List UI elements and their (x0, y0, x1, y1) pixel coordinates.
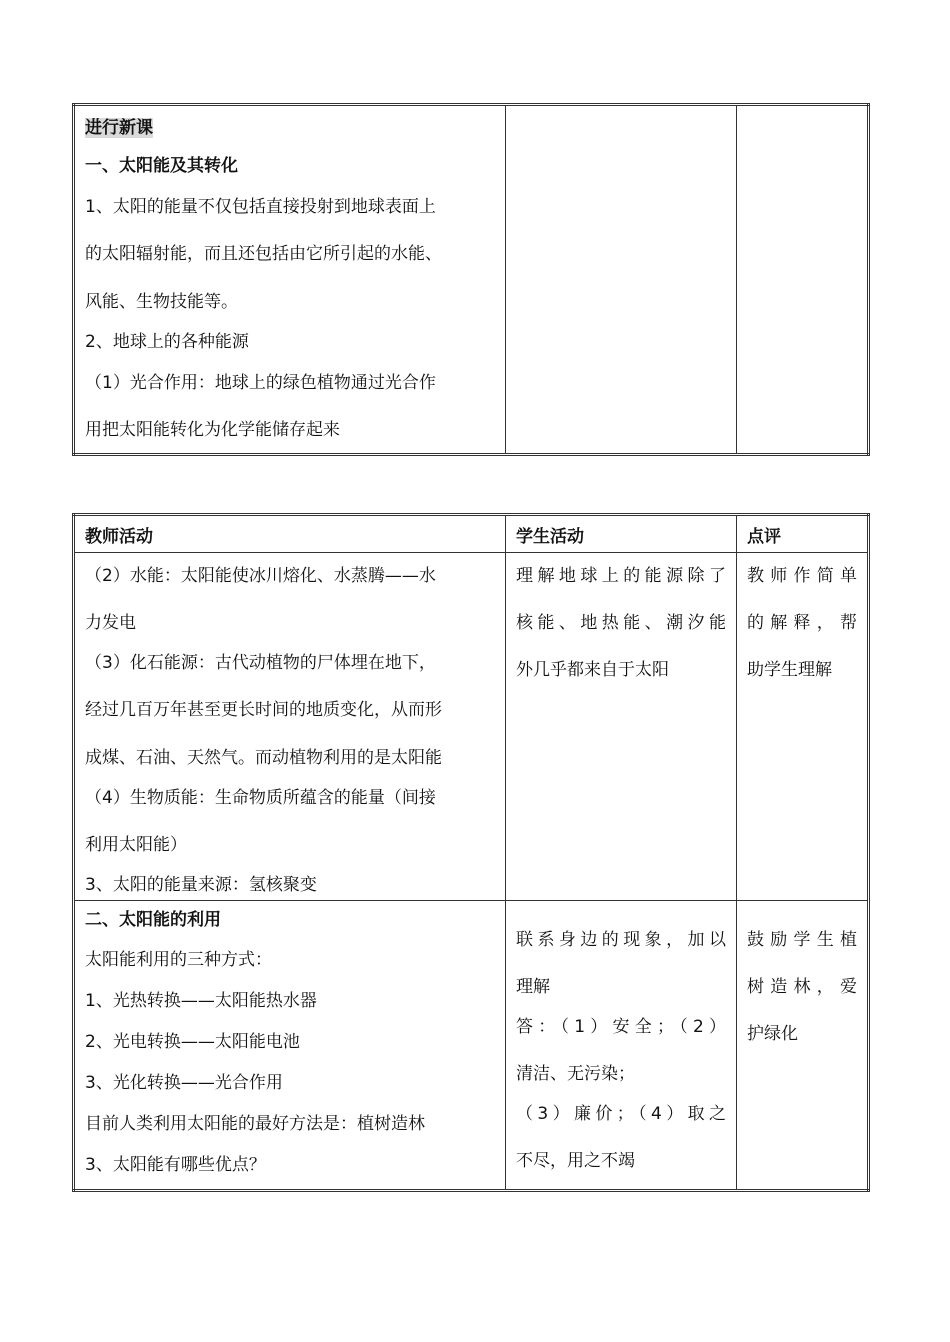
paragraph-line: 1、太阳的能量不仅包括直接投射到地球表面上 (85, 197, 436, 217)
section-heading: 进行新课 (85, 118, 153, 138)
lesson-table-2 (72, 513, 870, 1192)
paragraph-line: （3）廉价；（4）取之 (516, 1104, 726, 1124)
paragraph-line: 树造林，爱 (747, 977, 857, 997)
table-row (74, 901, 869, 1191)
teacher-activity-cell (74, 105, 506, 455)
paragraph-line: 目前人类利用太阳能的最好方法是：植树造林 (85, 1114, 425, 1134)
paragraph-line: 3、太阳的能量来源：氢核聚变 (85, 875, 317, 895)
paragraph-line: 的太阳辐射能，而且还包括由它所引起的水能、 (85, 244, 442, 264)
paragraph-line: 鼓励学生植 (747, 930, 857, 950)
paragraph-line: 外几乎都来自于太阳 (516, 660, 669, 680)
paragraph-line: 联系身边的现象，加以 (516, 930, 726, 950)
paragraph-line: 2、地球上的各种能源 (85, 332, 249, 352)
paragraph-line: 理解 (516, 977, 550, 997)
table-row (74, 105, 869, 455)
comment-cell (737, 105, 869, 455)
paragraph-line: 核能、地热能、潮汐能 (516, 613, 726, 633)
paragraph-line: 护绿化 (747, 1024, 798, 1044)
teacher-activity-cell (74, 901, 506, 1191)
section-heading: 二、太阳能的利用 (85, 910, 221, 930)
paragraph-line: 清洁、无污染； (516, 1064, 635, 1084)
student-activity-cell (506, 901, 737, 1191)
paragraph-line: 太阳能利用的三种方式： (85, 950, 272, 970)
comment-cell (737, 553, 869, 901)
paragraph-line: （2）水能：太阳能使冰川熔化、水蒸腾——水 (85, 566, 436, 586)
paragraph-line: 3、太阳能有哪些优点？ (85, 1155, 266, 1175)
paragraph-line: （4）生物质能：生命物质所蕴含的能量（间接 (85, 788, 436, 808)
paragraph-line: 教师作简单 (747, 566, 857, 586)
comment-cell (737, 901, 869, 1191)
paragraph-line: 2、光电转换——太阳能电池 (85, 1032, 300, 1052)
teacher-activity-cell (74, 553, 506, 901)
paragraph-line: 答：（1）安全；（2） (516, 1017, 726, 1037)
student-activity-cell (506, 105, 737, 455)
paragraph-line: 理解地球上的能源除了 (516, 566, 726, 586)
lesson-table-1 (72, 103, 870, 456)
section-heading: 一、太阳能及其转化 (85, 156, 238, 176)
paragraph-line: 用把太阳能转化为化学能储存起来 (85, 420, 340, 440)
paragraph-line: 经过几百万年甚至更长时间的地质变化，从而形 (85, 700, 442, 720)
paragraph-line: 力发电 (85, 613, 136, 633)
paragraph-line: （1）光合作用：地球上的绿色植物通过光合作 (85, 373, 436, 393)
paragraph-line: 的解释，帮 (747, 613, 857, 633)
paragraph-line: 不尽，用之不竭 (516, 1151, 635, 1171)
paragraph-line: 利用太阳能） (85, 835, 187, 855)
header-student-activity: 学生活动 (506, 515, 737, 553)
header-comment: 点评 (737, 515, 869, 553)
header-teacher-activity: 教师活动 (74, 515, 506, 553)
table-row (74, 553, 869, 901)
paragraph-line: 风能、生物技能等。 (85, 292, 238, 312)
paragraph-line: 助学生理解 (747, 660, 832, 680)
paragraph-line: （3）化石能源：古代动植物的尸体埋在地下， (85, 653, 436, 673)
paragraph-line: 1、光热转换——太阳能热水器 (85, 991, 317, 1011)
paragraph-line: 3、光化转换——光合作用 (85, 1073, 283, 1093)
table-header-row (74, 515, 869, 553)
paragraph-line: 成煤、石油、天然气。而动植物利用的是太阳能 (85, 748, 442, 768)
student-activity-cell (506, 553, 737, 901)
